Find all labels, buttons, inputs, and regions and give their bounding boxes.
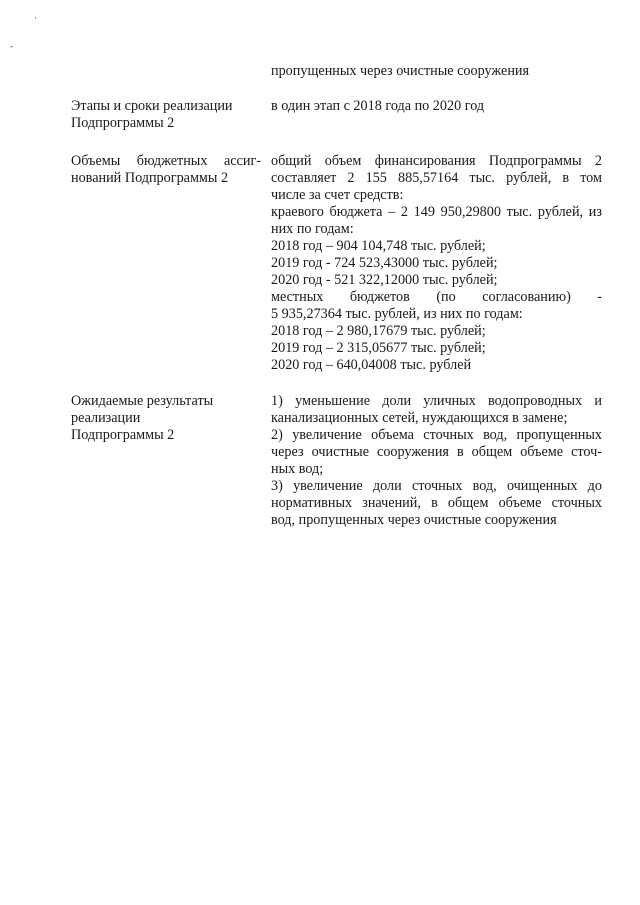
value-line: 3) увеличение доли сточных вод, очищенных до (271, 478, 602, 494)
value-line: в один этап с 2018 года по 2020 год (271, 98, 485, 114)
results-value (271, 393, 602, 529)
value-line: них по годам: (271, 221, 354, 237)
value-line: ных вод; (271, 461, 324, 477)
label-line: нований Подпрограммы 2 (71, 170, 229, 186)
label-line: Подпрограммы 2 (71, 427, 175, 443)
value-line: 2020 год - 521 322,12000 тыс. рублей; (271, 272, 498, 288)
value-line: 5 935,27364 тыс. рублей, из них по годам: (271, 306, 523, 322)
value-line: 1) уменьшение доли уличных водопроводных и (271, 393, 602, 409)
scan-mark: - (10, 41, 13, 51)
value-line: через очистные сооружения в общем объеме сточ- (271, 444, 602, 460)
value-line: составляет 2 155 885,57164 тыс. рублей, в том (271, 170, 602, 186)
value-line: 2018 год – 2 980,17679 тыс. рублей; (271, 323, 486, 339)
label-line: Объемы бюджетных ассиг- (71, 153, 261, 169)
value-line: 2019 год – 2 315,05677 тыс. рублей; (271, 340, 486, 356)
volumes-value (271, 153, 602, 374)
label-line: Ожидаемые результаты (71, 393, 214, 409)
value-line: общий объем финансирования Подпрограммы 2 (271, 153, 602, 169)
label-line: Этапы и сроки реализации (71, 98, 233, 114)
value-line: местных бюджетов (по согласованию) - (271, 289, 602, 305)
value-line: 2018 год – 904 104,748 тыс. рублей; (271, 238, 486, 254)
label-line: реализации (71, 410, 141, 426)
label-line: Подпрограммы 2 (71, 115, 175, 131)
value-line: краевого бюджета – 2 149 950,29800 тыс. рублей, из (271, 204, 602, 220)
results-label (71, 393, 256, 444)
stages-value (271, 98, 602, 115)
scan-mark: · (34, 13, 37, 23)
continued-text: пропущенных через очистные сооружения (271, 63, 530, 79)
volumes-label (71, 153, 261, 187)
value-line: 2) увеличение объема сточных вод, пропущенных (271, 427, 602, 443)
stages-label (71, 98, 256, 132)
value-line: 2019 год - 724 523,43000 тыс. рублей; (271, 255, 498, 271)
value-line: нормативных значений, в общем объеме сточных (271, 495, 602, 511)
value-line: числе за счет средств: (271, 187, 404, 203)
value-line: вод, пропущенных через очистные сооружения (271, 512, 557, 528)
value-line: 2020 год – 640,04008 тыс. рублей (271, 357, 472, 373)
value-line: канализационных сетей, нуждающихся в замене; (271, 410, 568, 426)
